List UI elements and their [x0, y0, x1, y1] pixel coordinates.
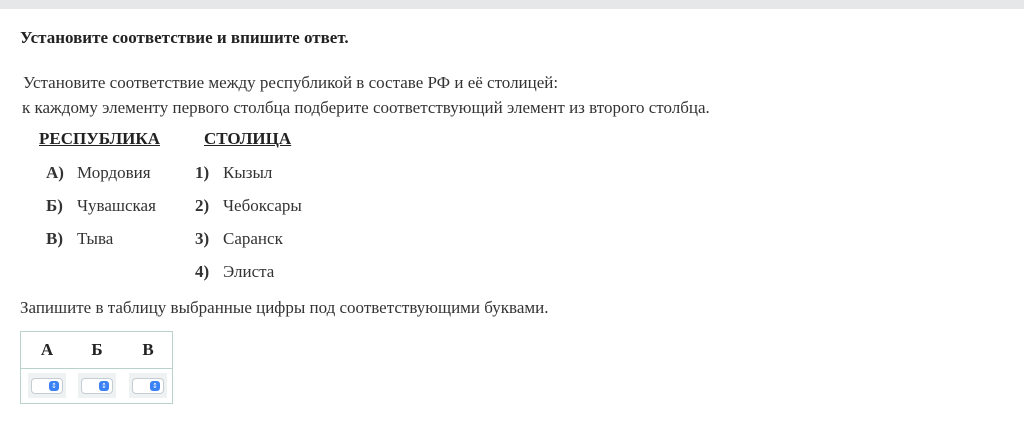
- republic-item: [46, 163, 151, 183]
- capital-label: Элиста: [223, 262, 275, 281]
- capital-item: [195, 163, 272, 183]
- instruction-line-2: к каждому элементу первого столбца подберите соответствующий элемент из второго столбца.: [22, 98, 710, 117]
- republic-item: [46, 196, 156, 216]
- updown-chevron-icon: ↕: [99, 381, 109, 391]
- capital-key: 2): [195, 196, 210, 215]
- republic-key: А): [46, 163, 64, 182]
- capital-label: Чебоксары: [223, 196, 302, 215]
- republic-label: Тыва: [77, 229, 114, 248]
- updown-chevron-icon: ↕: [150, 381, 160, 391]
- column-header-republic: РЕСПУБЛИКА: [39, 129, 161, 148]
- answer-select-a[interactable]: [31, 378, 63, 394]
- capital-label: Саранск: [223, 229, 283, 248]
- answer-select-b[interactable]: [81, 378, 113, 394]
- answer-header-b: Б: [91, 340, 103, 359]
- capital-item: [195, 196, 302, 216]
- capital-item: [195, 229, 283, 249]
- column-header-capital: СТОЛИЦА: [204, 129, 292, 148]
- answer-select-v[interactable]: [132, 378, 164, 394]
- republic-item: [46, 229, 113, 249]
- task-instruction: [23, 70, 710, 120]
- top-bar: [0, 0, 1024, 9]
- answer-table: [20, 331, 173, 404]
- answer-prompt: Запишите в таблицу выбранные цифры под соответствующими буквами.: [20, 298, 549, 317]
- task-title: Установите соответствие и впишите ответ.: [20, 28, 349, 47]
- capital-item: [195, 262, 274, 282]
- capital-label: Кызыл: [223, 163, 273, 182]
- answer-header-v: В: [142, 340, 154, 359]
- answer-table-divider: [21, 368, 172, 369]
- capital-key: 1): [195, 163, 210, 182]
- instruction-line-1: Установите соответствие между республикой в составе РФ и её столицей:: [23, 73, 559, 92]
- republic-key: В): [46, 229, 63, 248]
- answer-header-a: А: [40, 340, 54, 359]
- capital-key: 3): [195, 229, 210, 248]
- republic-label: Мордовия: [77, 163, 151, 182]
- capital-key: 4): [195, 262, 210, 281]
- republic-key: Б): [46, 196, 63, 215]
- republic-label: Чувашская: [77, 196, 156, 215]
- updown-chevron-icon: ↕: [49, 381, 59, 391]
